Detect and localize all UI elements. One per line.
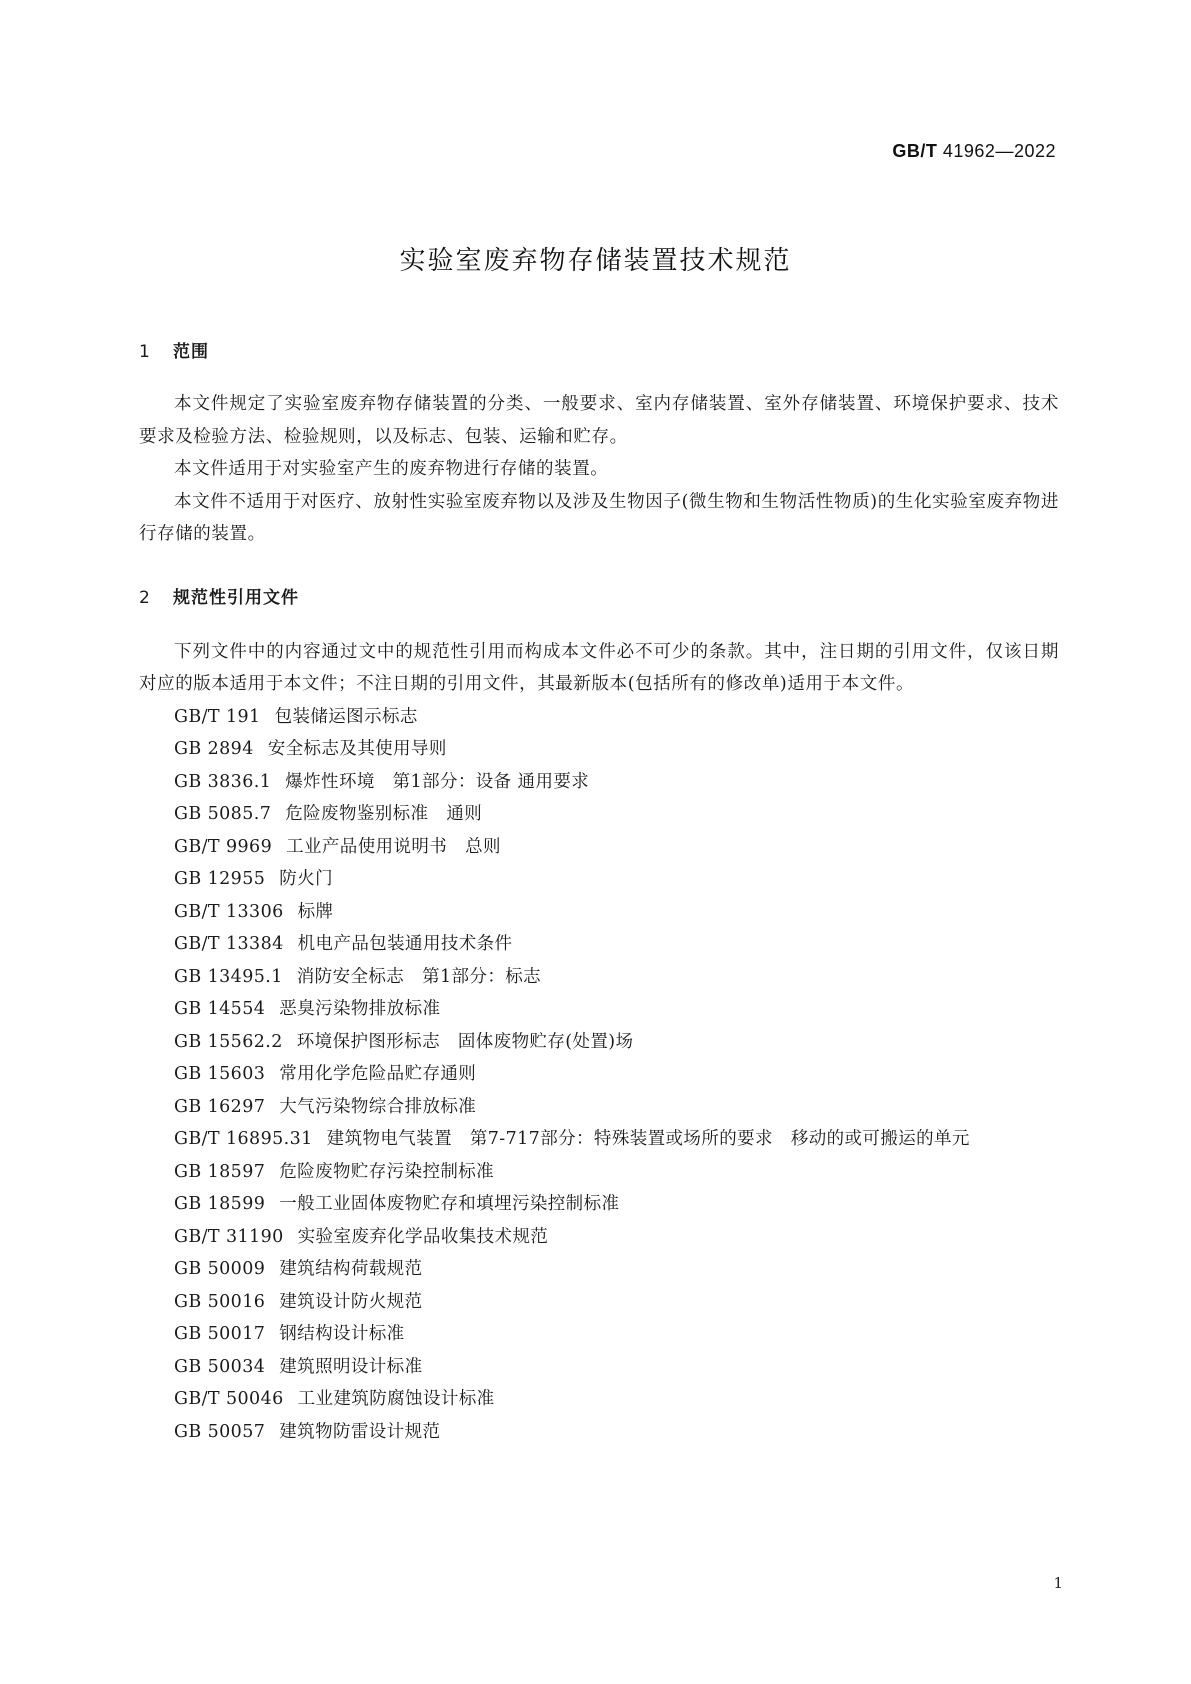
reference-code: GB/T 9969: [174, 836, 273, 857]
reference-item: [139, 701, 1059, 734]
reference-code: GB/T 31190: [174, 1226, 284, 1247]
reference-item: [139, 1318, 1059, 1351]
reference-title: 爆炸性环境 第1部分：设备 通用要求: [285, 771, 590, 792]
reference-item: [139, 831, 1059, 864]
reference-title: 一般工业固体废物贮存和填埋污染控制标准: [279, 1194, 620, 1214]
reference-item: [139, 1286, 1059, 1319]
reference-item: [139, 863, 1059, 896]
reference-title: 包装储运图示标志: [274, 706, 418, 727]
reference-item: [139, 896, 1059, 929]
section-title: 规范性引用文件: [173, 587, 299, 608]
section-title: 范围: [173, 342, 209, 362]
reference-title: 安全标志及其使用导则: [267, 739, 447, 759]
reference-code: GB 2894: [174, 739, 254, 759]
reference-item: [139, 1416, 1059, 1449]
reference-title: 工业建筑防腐蚀设计标准: [297, 1389, 495, 1409]
reference-code: GB 50017: [174, 1324, 266, 1344]
reference-item: [139, 928, 1059, 961]
reference-code: GB 14554: [174, 999, 266, 1019]
reference-code: GB 15562.2: [174, 1031, 283, 1052]
section-heading-normative-references: [139, 586, 1059, 610]
reference-title: 建筑物防雷设计规范: [279, 1421, 441, 1442]
reference-item: [139, 1058, 1059, 1091]
reference-item: [139, 1253, 1059, 1286]
reference-code: GB/T 13306: [174, 901, 284, 922]
reference-code: GB/T 13384: [174, 934, 284, 954]
reference-code: GB 12955: [174, 869, 266, 889]
reference-code: GB 50057: [174, 1421, 266, 1442]
reference-code: GB/T 191: [174, 706, 261, 727]
section-heading-scope: [139, 340, 1059, 364]
reference-code: GB 50034: [174, 1356, 266, 1377]
reference-code: GB 16297: [174, 1096, 266, 1117]
scope-paragraph: 本文件规定了实验室废弃物存储装置的分类、一般要求、室内存储装置、室外存储装置、环境保护要求、技术要求及检验方法、检验规则，以及标志、包装、运输和贮存。: [139, 394, 1059, 447]
scope-paragraph: 本文件适用于对实验室产生的废弃物进行存储的装置。: [174, 459, 609, 479]
reference-item: [139, 1091, 1059, 1124]
document-body: [139, 340, 1059, 1448]
standard-number: 41962—2022: [942, 141, 1056, 161]
reference-title: 大气污染物综合排放标准: [279, 1096, 477, 1117]
reference-title: 常用化学危险品贮存通则: [279, 1064, 477, 1084]
reference-title: 消防安全标志 第1部分：标志: [296, 966, 542, 987]
standard-org: GB/T: [892, 141, 938, 161]
section-number: 2: [139, 587, 151, 608]
reference-code: GB 3836.1: [174, 771, 272, 792]
reference-code: GB 50016: [174, 1291, 266, 1312]
reference-code: GB 5085.7: [174, 804, 272, 824]
document-title: 实验室废弃物存储装置技术规范: [399, 246, 792, 276]
reference-title: 工业产品使用说明书 总则: [286, 836, 501, 857]
standard-number-header: [892, 141, 1056, 162]
reference-item: [139, 1351, 1059, 1384]
reference-item: [139, 993, 1059, 1026]
reference-code: GB 18599: [174, 1194, 266, 1214]
scope-paragraph: 本文件不适用于对医疗、放射性实验室废弃物以及涉及生物因子(微生物和生物活性物质)的生化实验室废弃物进行存储的装置。: [139, 491, 1059, 544]
normative-intro-paragraph: 下列文件中的内容通过文中的规范性引用而构成本文件必不可少的条款。其中，注日期的引用文件，仅该日期对应的版本适用于本文件；不注日期的引用文件，其最新版本(包括所有的修改单)适用于本文件。: [139, 641, 1059, 694]
reference-title: 标牌: [297, 901, 334, 922]
reference-title: 建筑物电气装置 第7-717部分：特殊装置或场所的要求 移动的或可搬运的单元: [326, 1129, 970, 1149]
reference-code: GB 15603: [174, 1064, 266, 1084]
reference-title: 钢结构设计标准: [279, 1324, 405, 1344]
reference-title: 建筑结构荷载规范: [279, 1259, 423, 1279]
reference-code: GB/T 16895.31: [174, 1129, 313, 1149]
reference-item: [139, 1123, 1059, 1156]
reference-code: GB 50009: [174, 1259, 266, 1279]
reference-title: 实验室废弃化学品收集技术规范: [297, 1226, 549, 1247]
reference-code: GB/T 50046: [174, 1389, 284, 1409]
reference-title: 危险废物鉴别标准 通则: [285, 804, 483, 824]
reference-title: 环境保护图形标志 固体废物贮存(处置)场: [296, 1031, 634, 1052]
reference-title: 防火门: [279, 869, 333, 889]
reference-title: 机电产品包装通用技术条件: [297, 934, 513, 954]
reference-item: [139, 1221, 1059, 1254]
reference-item: [139, 961, 1059, 994]
reference-item: [139, 1156, 1059, 1189]
reference-item: [139, 798, 1059, 831]
reference-code: GB 13495.1: [174, 966, 283, 987]
reference-list: [139, 701, 1059, 1449]
reference-item: [139, 1188, 1059, 1221]
section-number: 1: [139, 342, 151, 362]
reference-title: 危险废物贮存污染控制标准: [279, 1161, 495, 1182]
reference-item: [139, 1383, 1059, 1416]
reference-item: [139, 766, 1059, 799]
page-number: 1: [1053, 1574, 1063, 1592]
reference-title: 建筑照明设计标准: [279, 1356, 423, 1377]
reference-code: GB 18597: [174, 1161, 266, 1182]
reference-item: [139, 733, 1059, 766]
reference-title: 建筑设计防火规范: [279, 1291, 423, 1312]
reference-title: 恶臭污染物排放标准: [279, 999, 441, 1019]
reference-item: [139, 1026, 1059, 1059]
